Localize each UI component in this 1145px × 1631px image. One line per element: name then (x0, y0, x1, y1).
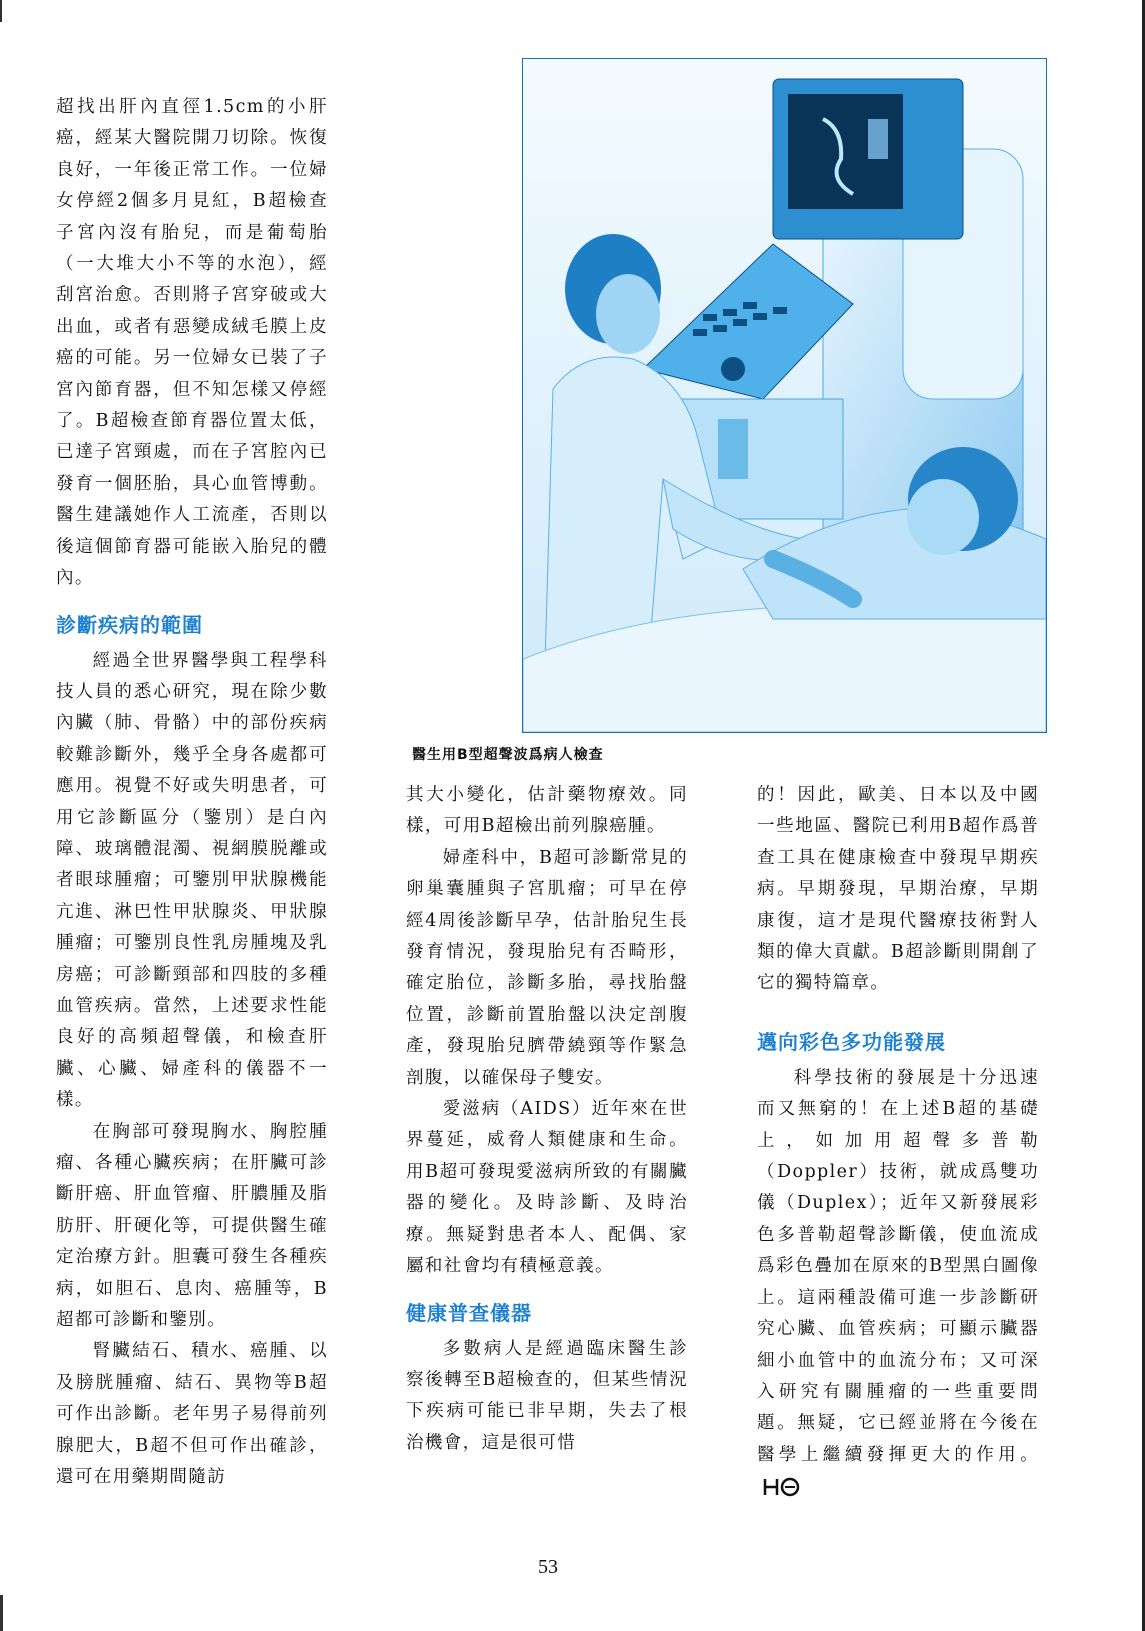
column-1-paragraph-2: 經過全世界醫學與工程學科技人員的悉心研究，現在除少數內臟（肺、骨骼）中的部份疾病較難診斷外，幾乎全身各處都可應用。視覺不好或失明患者，可用它診斷區分（鑒別）是白內障、玻璃體混濁、視網膜脱離或者眼球腫瘤；可鑒別甲狀腺機能亢進、淋巴性甲狀腺炎、甲狀腺腫瘤；可鑒別良性乳房腫塊及乳房癌；可診斷頸部和四肢的多種血管疾病。當然，上述要求性能良好的高頻超聲儀，和檢查肝臟、心臟、婦產科的儀器不一樣。 (56, 650, 328, 1111)
column-2 (406, 780, 688, 1459)
section-heading-health-screening: 健康普查儀器 (406, 1300, 532, 1325)
scan-edge-left-bottom (0, 1595, 3, 1631)
column-2-paragraph-2: 婦產科中，B超可診斷常見的卵巢囊腫與子宮肌瘤；可早在停經4周後診斷早孕，估計胎兒生長發育情況，發現胎兒有否畸形，確定胎位，診斷多胎，尋找胎盤位置，診斷前置胎盤以決定剖腹產，發現胎兒臍帶繞頸等作緊急剖腹，以確保母子雙安。 (406, 847, 688, 1088)
column-2-paragraph-4: 多數病人是經過臨床醫生診察後轉至B超檢查的，但某些情況下疾病可能已非早期，失去了根治機會，這是很可惜 (406, 1338, 688, 1453)
hc-logo-icon (763, 1477, 801, 1497)
column-1-paragraph-4: 腎臟結石、積水、癌腫、以及膀胱腫瘤、結石、異物等B超可作出診斷。老年男子易得前列腺肥大，B超不但可作出確診，還可在用藥期間隨訪 (56, 1341, 328, 1488)
section-heading-diagnosis-scope: 診斷疾病的範圍 (56, 612, 203, 637)
photo-illustration (523, 59, 1046, 732)
column-3-paragraph-2-text: 科學技術的發展是十分迅速而又無窮的！在上述B超的基礎上，如加用超聲多普勒（Doppler）技術，就成爲雙功儀（Duplex）；近年又新發展彩色多普勒超聲診斷儀，使血流成爲彩色疊加在原來的B型黑白圖像上。這兩種設備可進一步診斷研究心臟、血管疾病；可顯示臟器細小血管中的血流分布；又可深入研究有關腫瘤的一些重要問題。無疑，它已經並將在今後在醫學上繼續發揮更大的作用。 (757, 1067, 1039, 1465)
photo-caption: 醫生用B型超聲波爲病人檢查 (412, 747, 604, 763)
page-number: 53 (538, 1556, 558, 1578)
column-1 (56, 92, 328, 1493)
scan-edge-left-top (0, 0, 2, 22)
column-3-paragraph-2 (757, 1063, 1039, 1503)
section-heading-color-development: 邁向彩色多功能發展 (757, 1029, 946, 1054)
column-1-paragraph-1: 超找出肝內直徑1.5cm的小肝癌，經某大醫院開刀切除。恢復良好，一年後正常工作。一位婦女停經2個多月見紅，B超檢查子宮內沒有胎兒，而是葡萄胎（一大堆大小不等的水泡），經刮宮治愈。否則將子宮穿破或大出血，或者有惡變成絨毛膜上皮癌的可能。另一位婦女已裝了子宮內節育器，但不知怎樣又停經了。B超檢查節育器位置太低，已達子宮頸處，而在子宮腔內已發育一個胚胎，具心血管博動。醫生建議她作人工流產，否則以後這個節育器可能嵌入胎兒的體內。 (56, 97, 328, 589)
ultrasound-exam-photo (522, 58, 1047, 733)
column-3-paragraph-1: 的！因此，歐美、日本以及中國一些地區、醫院已利用B超作爲普查工具在健康檢查中發現早期疾病。早期發現，早期治療，早期康復，這才是現代醫療技術對人類的偉大貢獻。B超診斷則開創了它的獨特篇章。 (757, 785, 1039, 994)
column-2-paragraph-3: 愛滋病（AIDS）近年來在世界蔓延，威脅人類健康和生命。用B超可發現愛滋病所致的有關臟器的變化。及時診斷、及時治療。無疑對患者本人、配偶、家屬和社會均有積極意義。 (406, 1099, 688, 1277)
column-1-paragraph-3: 在胸部可發現胸水、胸腔腫瘤、各種心臟疾病；在肝臟可診斷肝癌、肝血管瘤、肝膿腫及脂肪肝、肝硬化等，可提供醫生確定治療方針。胆囊可發生各種疾病，如胆石、息肉、癌腫等，B超都可診斷和鑒別。 (56, 1121, 328, 1331)
column-2-paragraph-1: 其大小變化，估計藥物療效。同樣，可用B超檢出前列腺癌腫。 (406, 785, 688, 837)
column-3 (757, 780, 1039, 1503)
